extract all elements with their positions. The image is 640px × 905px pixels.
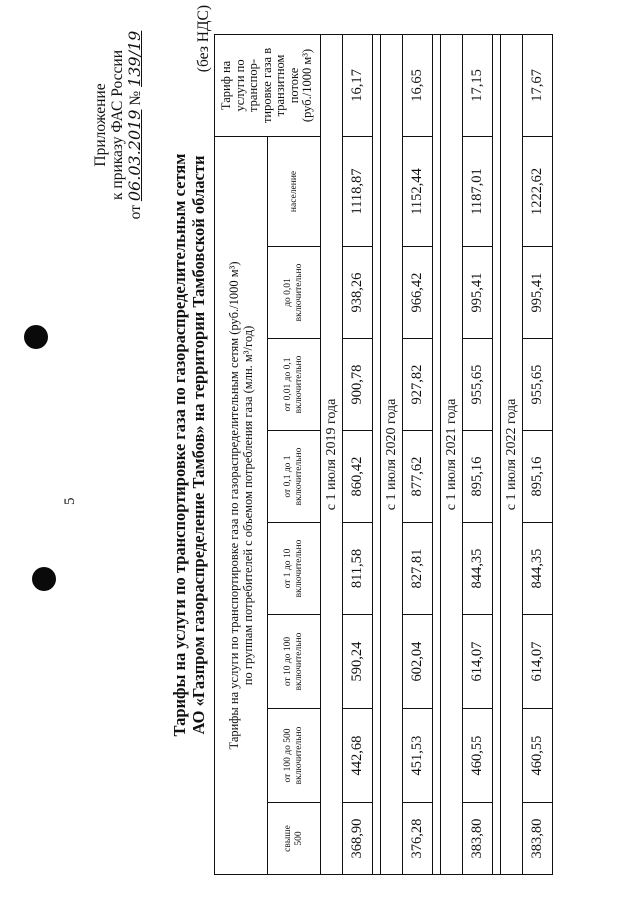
row-spacer xyxy=(373,34,381,874)
tariff-value-cell: 383,80 xyxy=(463,803,493,875)
tariff-value-cell: 17,67 xyxy=(523,34,553,136)
period-row xyxy=(321,34,343,874)
period-label: с 1 июля 2021 года xyxy=(441,34,463,874)
tariff-value-cell: 614,07 xyxy=(463,615,493,709)
period-label: с 1 июля 2022 года xyxy=(501,34,523,874)
period-label: с 1 июля 2020 года xyxy=(381,34,403,874)
header-group: от 0,1 до 1 включительно xyxy=(268,431,321,523)
tariff-table xyxy=(214,34,553,875)
tariff-value-cell: 860,42 xyxy=(343,431,373,523)
table-row xyxy=(343,34,373,874)
spacer-cell xyxy=(373,34,381,874)
handwritten-order-number: 139/19 xyxy=(125,30,144,87)
table-row xyxy=(463,34,493,874)
tariff-value-cell: 460,55 xyxy=(463,709,493,803)
spacer-cell xyxy=(493,34,501,874)
period-row xyxy=(501,34,523,874)
header-group: население xyxy=(268,136,321,246)
number-sign: № xyxy=(127,90,144,106)
header-transit-tariff: Тариф на услуги по транспор- тировке газа в транзитном потоке (руб./1000 м³) xyxy=(215,34,321,136)
tariff-value-cell: 995,41 xyxy=(463,247,493,339)
tariff-value-cell: 938,26 xyxy=(343,247,373,339)
title-line-2: АО «Газпром газораспределение Тамбов» на территории Тамбовской области xyxy=(189,155,208,735)
header-group: от 0,01 до 0,1 включительно xyxy=(268,339,321,431)
tariff-value-cell: 1222,62 xyxy=(523,136,553,246)
document-title xyxy=(170,5,208,885)
appendix-date-line xyxy=(126,5,144,245)
tariff-value-cell: 844,35 xyxy=(523,523,553,615)
tariff-value-cell: 877,62 xyxy=(403,431,433,523)
row-spacer xyxy=(433,34,441,874)
tariff-value-cell: 827,81 xyxy=(403,523,433,615)
date-prefix: от xyxy=(127,205,144,220)
header-group: до 0,01 включительно xyxy=(268,247,321,339)
header-group: свыше 500 xyxy=(268,803,321,875)
period-label: с 1 июля 2019 года xyxy=(321,34,343,874)
header-group: от 10 до 100 включительно xyxy=(268,615,321,709)
period-row xyxy=(441,34,463,874)
period-row xyxy=(381,34,403,874)
tariff-value-cell: 955,65 xyxy=(523,339,553,431)
row-spacer xyxy=(493,34,501,874)
tariff-value-cell: 451,53 xyxy=(403,709,433,803)
page-number: 5 xyxy=(62,497,78,505)
tariff-value-cell: 16,65 xyxy=(403,34,433,136)
spacer-cell xyxy=(433,34,441,874)
title-line-1: Тарифы на услуги по транспортировке газа по газораспределительным сетям xyxy=(170,153,189,737)
tariff-value-cell: 16,17 xyxy=(343,34,373,136)
header-main: Тарифы на услуги по транспортировке газа по газораспределительным сетям (руб./1000 м³) по группам потребителей с объемом потребления газа (млн. м³/год) xyxy=(215,136,268,874)
tariff-value-cell: 17,15 xyxy=(463,34,493,136)
tariff-value-cell: 900,78 xyxy=(343,339,373,431)
vat-note: (без НДС) xyxy=(195,5,212,73)
appendix-block xyxy=(92,5,144,245)
tariff-value-cell: 376,28 xyxy=(403,803,433,875)
table-group-header-row xyxy=(268,34,321,874)
table-row xyxy=(403,34,433,874)
tariff-value-cell: 368,90 xyxy=(343,803,373,875)
tariff-value-cell: 895,16 xyxy=(523,431,553,523)
table-header-row xyxy=(215,34,268,874)
tariff-value-cell: 966,42 xyxy=(403,247,433,339)
tariff-value-cell: 927,82 xyxy=(403,339,433,431)
tariff-value-cell: 895,16 xyxy=(463,431,493,523)
tariff-value-cell: 383,80 xyxy=(523,803,553,875)
appendix-order-ref: к приказу ФАС России xyxy=(109,50,126,200)
tariff-value-cell: 602,04 xyxy=(403,615,433,709)
tariff-value-cell: 1152,44 xyxy=(403,136,433,246)
tariff-value-cell: 955,65 xyxy=(463,339,493,431)
tariff-value-cell: 590,24 xyxy=(343,615,373,709)
tariff-value-cell: 1187,01 xyxy=(463,136,493,246)
appendix-label: Приложение xyxy=(92,83,109,167)
tariff-value-cell: 442,68 xyxy=(343,709,373,803)
tariff-value-cell: 460,55 xyxy=(523,709,553,803)
tariff-value-cell: 811,58 xyxy=(343,523,373,615)
header-group: от 1 до 10 включительно xyxy=(268,523,321,615)
handwritten-date: 06.03.2019 xyxy=(125,109,144,202)
table-row xyxy=(523,34,553,874)
tariff-value-cell: 844,35 xyxy=(463,523,493,615)
tariff-value-cell: 614,07 xyxy=(523,615,553,709)
tariff-value-cell: 995,41 xyxy=(523,247,553,339)
tariff-value-cell: 1118,87 xyxy=(343,136,373,246)
header-group: от 100 до 500 включительно xyxy=(268,709,321,803)
